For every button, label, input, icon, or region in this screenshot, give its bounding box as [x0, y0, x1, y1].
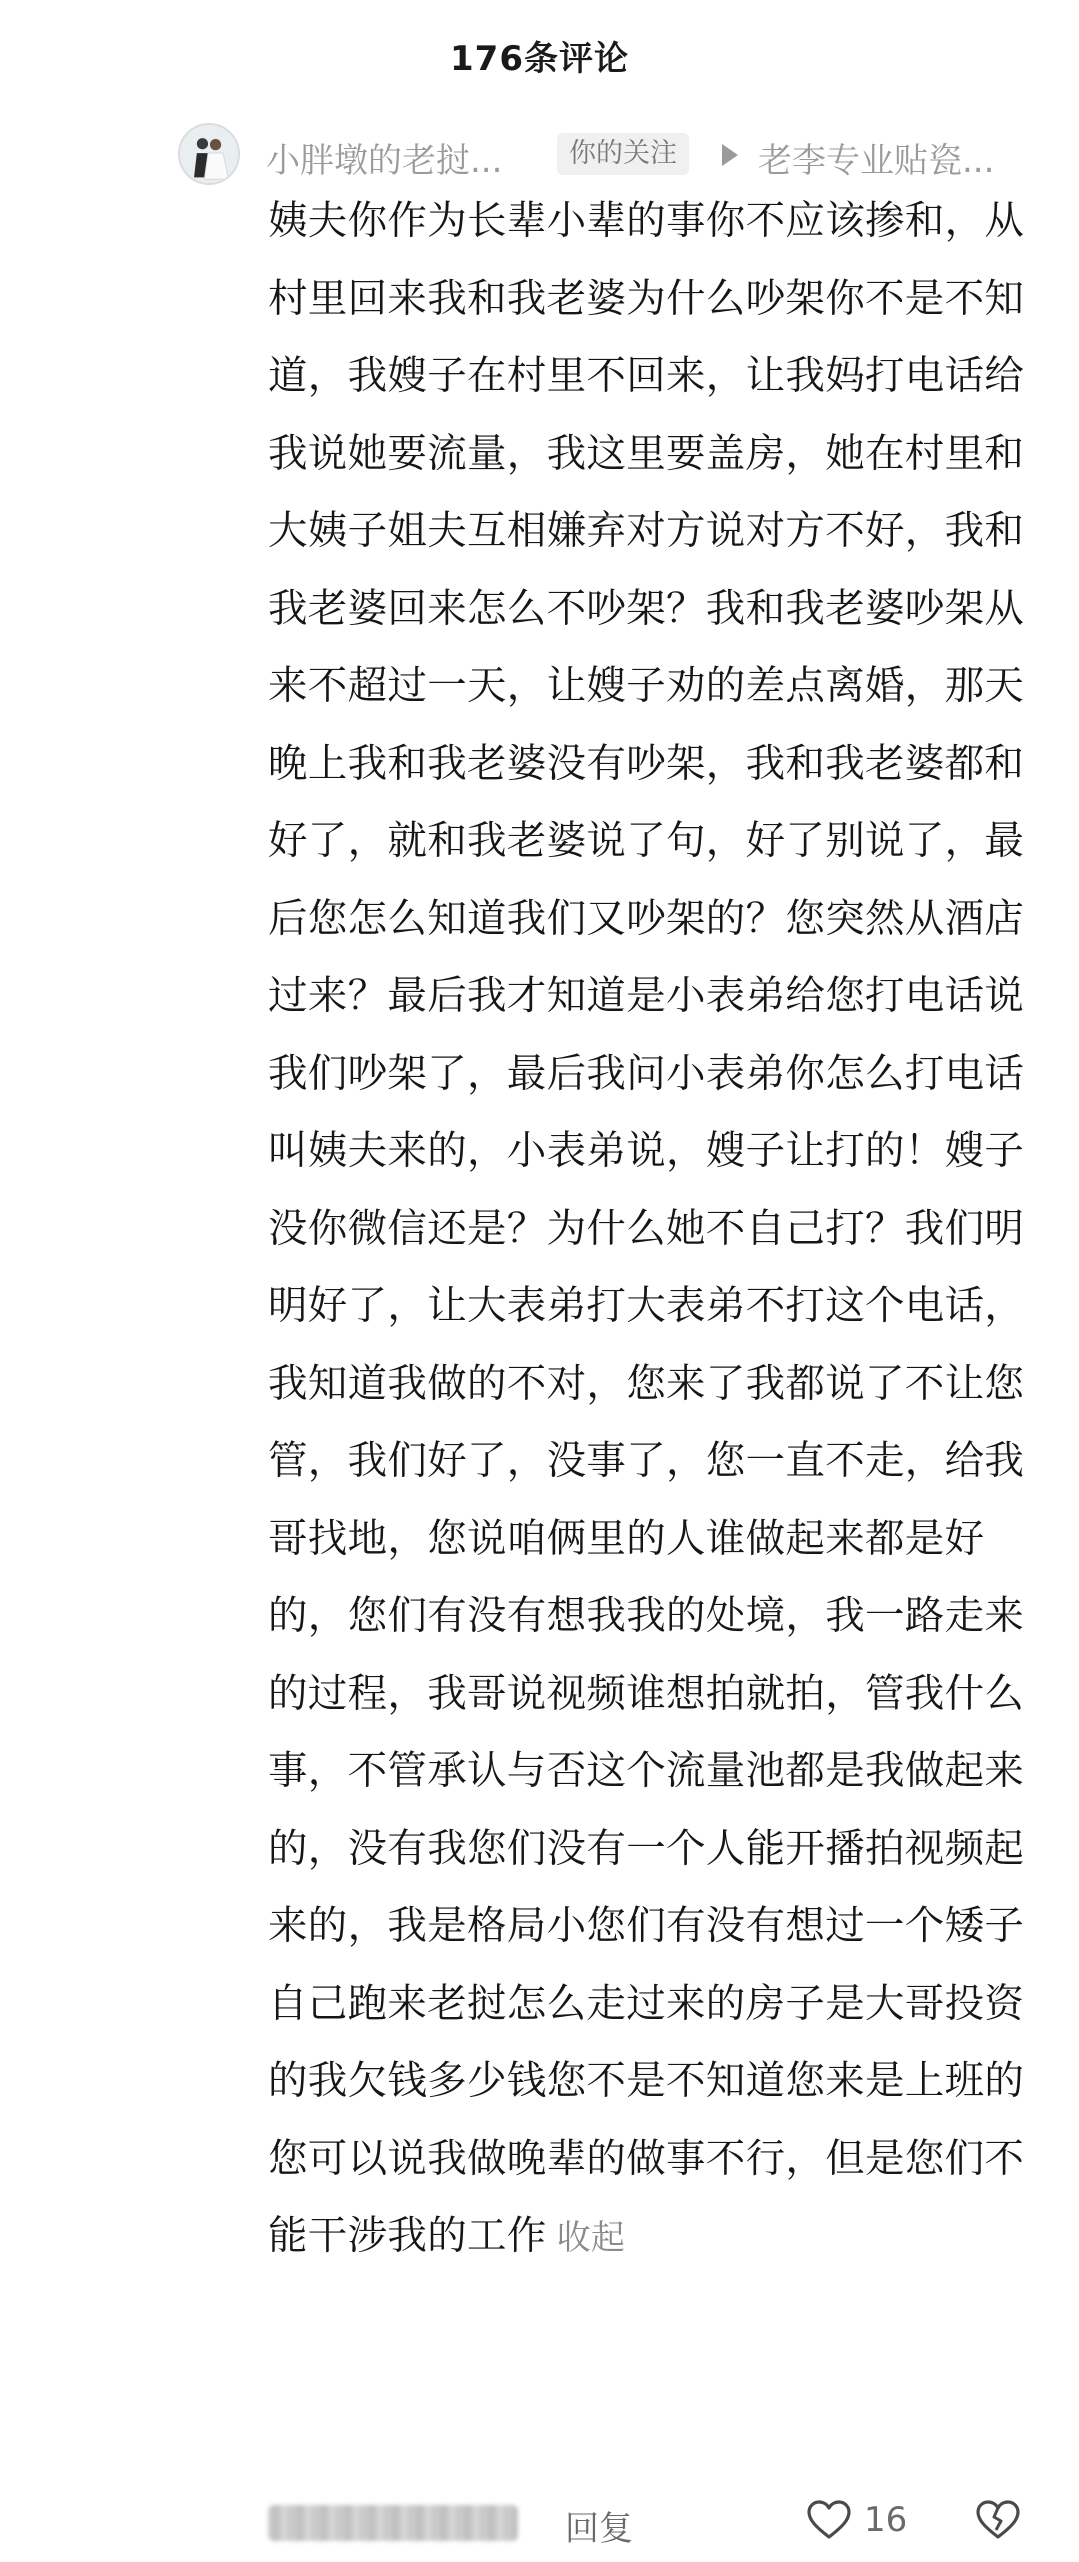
comment-username[interactable]: 小胖墩的老挝...: [266, 141, 503, 181]
comment-count-title: 176条评论: [450, 38, 629, 79]
comment-action-bar: [0, 2495, 1079, 2562]
collapse-link[interactable]: 收起: [556, 2218, 626, 2258]
following-badge: 你的关注: [557, 133, 689, 175]
heart-icon: [806, 2499, 852, 2541]
like-button[interactable]: [806, 2495, 907, 2545]
dislike-button[interactable]: [975, 2497, 1021, 2543]
like-count: 16: [864, 2500, 908, 2540]
blurred-timestamp: [268, 2505, 518, 2541]
reply-button[interactable]: 回复: [565, 2509, 633, 2549]
comment-body: [268, 183, 1048, 2278]
avatar[interactable]: [178, 123, 240, 185]
reply-arrow-icon: [722, 144, 738, 166]
reply-target-username[interactable]: 老李专业贴瓷...: [758, 141, 995, 181]
broken-heart-icon: [975, 2497, 1021, 2543]
avatar-image: [180, 125, 238, 183]
comments-header: [0, 0, 1079, 110]
comment-text: 姨夫你作为长辈小辈的事你不应该掺和，从村里回来我和我老婆为什么吵架你不是不知道，我嫂子在村里不回来，让我妈打电话给我说她要流量，我这里要盖房，她在村里和大姨子姐夫互相嫌弃对方说对方不好，我和我老婆回来怎么不吵架？我和我老婆吵架从来不超过一天，让嫂子劝的差点离婚，那天晚上我和我老婆没有吵架，我和我老婆都和好了，就和我老婆说了句，好了别说了，最后您怎么知道我们又吵架的？您突然从酒店过来？最后我才知道是小表弟给您打电话说我们吵架了，最后我问小表弟你怎么打电话叫姨夫来的，小表弟说，嫂子让打的！嫂子没你微信还是？为什么她不自己打？我们明明好了，让大表弟打大表弟不打这个电话，我知道我做的不对，您来了我都说了不让您管，我们好了，没事了，您一直不走，给我哥找地，您说咱俩里的人谁做起来都是好的，您们有没有想我我的处境，我一路走来的过程，我哥说视频谁想拍就拍，管我什么事，不管承认与否这个流量池都是我做起来的，没有我您们没有一个人能开播拍视频起来的，我是格局小您们有没有想过一个矮子自己跑来老挝怎么走过来的房子是大哥投资的我欠钱多少钱您不是不知道您来是上班的您可以说我做晚辈的做事不行，但是您们不能干涉我的工作: [268, 198, 1025, 2259]
